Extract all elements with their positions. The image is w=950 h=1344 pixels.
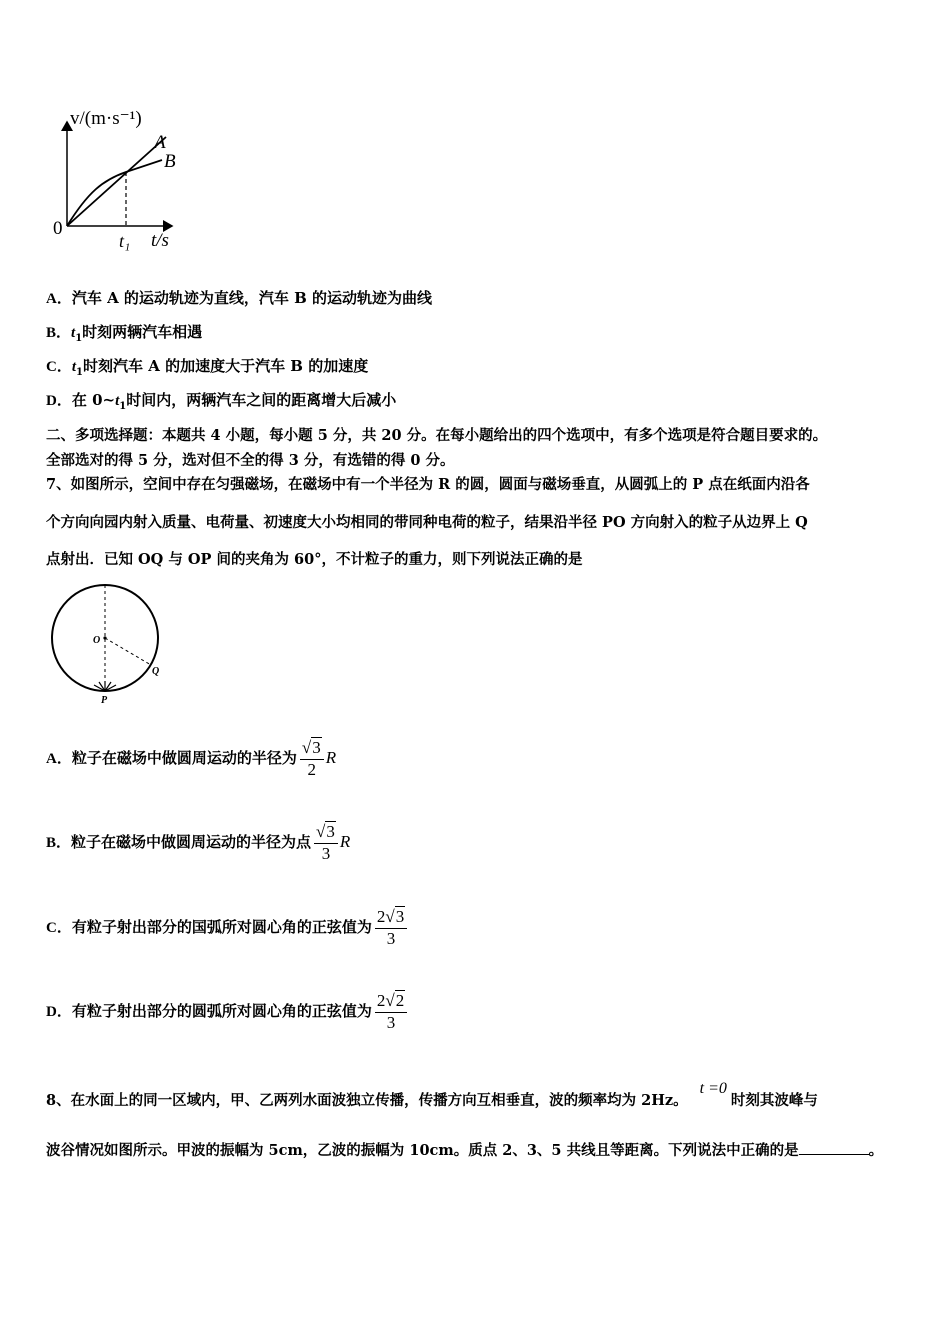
x-axis-label: t/s bbox=[151, 230, 169, 251]
curve-a bbox=[67, 137, 166, 226]
denominator: 3 bbox=[321, 844, 331, 863]
sqrt: √3 bbox=[385, 907, 405, 926]
q8-text-line2: 波谷情况如图所示。甲波的振幅为 5cm，乙波的振幅为 10cm。质点 2、3、5 共线且等距离。下列说法中正确的是 bbox=[46, 1142, 799, 1159]
denominator: 2 bbox=[307, 760, 317, 779]
origin-label: 0 bbox=[53, 218, 63, 239]
q8-stem-line2 bbox=[46, 1139, 883, 1160]
option-text: 有粒子射出部分的国弧所对圆心角的正弦值为 bbox=[71, 918, 372, 936]
q6-option-d[interactable] bbox=[46, 389, 396, 412]
q8-period: 。 bbox=[868, 1142, 884, 1159]
option-letter: B． bbox=[46, 325, 72, 341]
q6-option-b[interactable] bbox=[46, 321, 202, 344]
coef: 2 bbox=[376, 907, 386, 926]
curve-a-label: A bbox=[154, 132, 166, 153]
fraction bbox=[375, 991, 407, 1033]
option-text: 汽车 A 的运动轨迹为直线，汽车 B 的运动轨迹为曲线 bbox=[71, 289, 433, 307]
option-pre-text: 在 0~ bbox=[71, 391, 116, 409]
t-symbol: t bbox=[71, 359, 77, 375]
sqrt: √2 bbox=[385, 991, 405, 1010]
t-symbol: t bbox=[115, 393, 120, 409]
denominator: 3 bbox=[386, 929, 396, 948]
t-equals-zero: t =0 bbox=[699, 1080, 727, 1097]
denominator: 3 bbox=[386, 1013, 396, 1032]
answer-blank[interactable] bbox=[799, 1140, 869, 1155]
o-label: O bbox=[93, 635, 101, 646]
q8-text-part2: 时刻其波峰与 bbox=[730, 1092, 818, 1109]
option-text: 时刻两辆汽车相遇 bbox=[82, 323, 203, 341]
option-text: 有粒子射出部分的圆弧所对圆心角的正弦值为 bbox=[71, 1002, 372, 1020]
option-text: 粒子在磁场中做圆周运动的半径为点 bbox=[71, 833, 312, 851]
vt-graph bbox=[48, 100, 198, 260]
sqrt: √3 bbox=[301, 738, 321, 757]
option-letter: B． bbox=[46, 835, 72, 851]
q8-stem-line1 bbox=[46, 1080, 818, 1110]
q8-text-part1: 8、在水面上的同一区域内，甲、乙两列水面波独立传播，传播方向互相垂直，波的频率均为 2Hz。 bbox=[46, 1092, 688, 1109]
curve-b bbox=[67, 160, 162, 226]
p-label: P bbox=[101, 695, 108, 705]
option-letter: A． bbox=[46, 291, 72, 307]
t-subscript: 1 bbox=[75, 333, 83, 344]
radius-oq bbox=[105, 638, 151, 665]
section2-line1: 二、多项选择题：本题共 4 小题，每小题 5 分，共 20 分。在每小题给出的四个选项中，有多个选项是符合题目要求的。 bbox=[46, 427, 828, 444]
option-letter: A． bbox=[46, 751, 72, 767]
q7-stem-line2: 个方向向园内射入质量、电荷量、初速度大小均相同的带同种电荷的粒子，结果沿半径 PO 方向射入的粒子从边界上 Q bbox=[46, 514, 808, 531]
section2-line2: 全部选对的得 5 分，选对但不全的得 3 分，有选错的得 0 分。 bbox=[46, 452, 455, 469]
option-letter: C． bbox=[46, 359, 72, 375]
t1-label: t₁ bbox=[119, 231, 131, 251]
coef: 2 bbox=[376, 991, 386, 1010]
r-symbol: R bbox=[339, 832, 351, 851]
t-subscript: 1 bbox=[119, 401, 127, 412]
q7-option-d[interactable] bbox=[46, 991, 407, 1033]
option-letter: C． bbox=[46, 920, 72, 936]
q6-option-c[interactable] bbox=[46, 355, 368, 378]
q7-stem-line3: 点射出．已知 OQ 与 OP 间的夹角为 60°，不计粒子的重力，则下列说法正确的是 bbox=[46, 551, 583, 568]
q6-option-a[interactable] bbox=[46, 287, 432, 308]
y-axis-label: v/(m·s⁻¹) bbox=[70, 108, 142, 129]
option-text: 粒子在磁场中做圆周运动的半径为 bbox=[71, 749, 297, 767]
sqrt: √3 bbox=[316, 822, 335, 841]
option-text: 时间内，两辆汽车之间的距离增大后减小 bbox=[126, 391, 397, 409]
t-subscript: 1 bbox=[76, 367, 83, 378]
curve-b-label: B bbox=[164, 151, 176, 172]
r-symbol: R bbox=[325, 748, 337, 767]
option-letter: D． bbox=[46, 393, 72, 409]
option-text: 时刻汽车 A 的加速度大于汽车 B 的加速度 bbox=[82, 357, 369, 375]
q7-stem-line1: 7、如图所示，空间中存在匀强磁场，在磁场中有一个半径为 R 的圆，圆面与磁场垂直，从圆弧上的 P 点在纸面内沿各 bbox=[46, 476, 810, 493]
option-letter: D． bbox=[46, 1004, 72, 1020]
fraction bbox=[314, 822, 338, 864]
center-point bbox=[103, 636, 106, 639]
q7-option-a[interactable] bbox=[46, 738, 336, 780]
magnetic-field-circle-diagram bbox=[44, 580, 174, 705]
q7-option-b[interactable] bbox=[46, 822, 350, 864]
q-label: Q bbox=[152, 666, 160, 677]
q7-option-c[interactable] bbox=[46, 907, 407, 949]
t-symbol: t bbox=[71, 325, 76, 341]
fraction bbox=[300, 738, 324, 780]
fraction bbox=[375, 907, 407, 949]
